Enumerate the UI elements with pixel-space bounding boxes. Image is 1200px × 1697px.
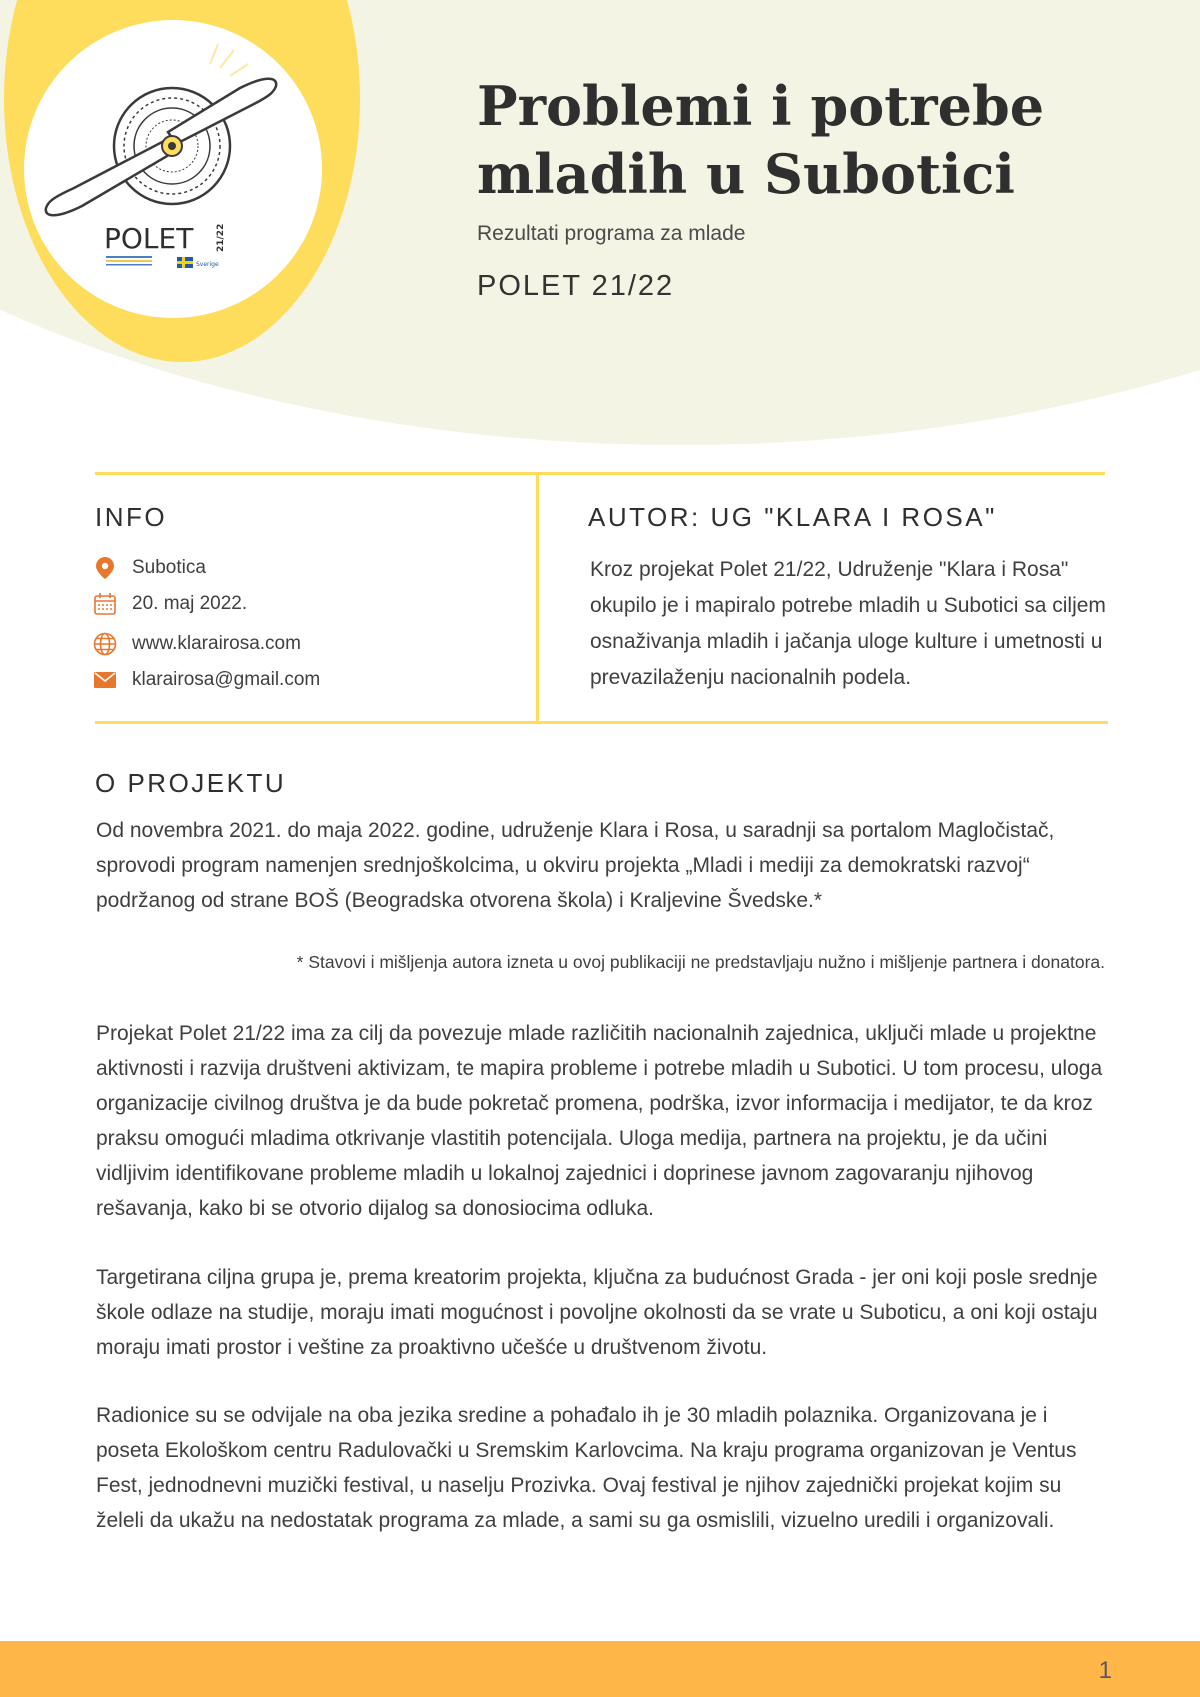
info-location-text: Subotica — [132, 557, 206, 578]
info-website[interactable] — [92, 631, 301, 657]
box-divider — [536, 472, 539, 724]
author-heading: AUTOR: UG "KLARA I ROSA" — [588, 502, 997, 532]
project-paragraph-2: Targetirana ciljna grupa je, prema kreatorim projekta, ključna za budućnost Grada - jer oni koji posle srednje škole odlaze na studije, moraju imati mogućnost i povoljne okolnosti da se vrate u Suboticu, a oni koji ostaju moraju imati prostor i veštine za proaktivno učešće u društvenom životu. — [96, 1266, 1098, 1359]
project-intro: Od novembra 2021. do maja 2022. godine, udruženje Klara i Rosa, u saradnji sa portalom Magločistač, sprovodi program namenjen srednjoškolcima, u okviru projekta „Mladi i mediji za demokratski razvoj“ podržanog od strane BOŠ (Beogradska otvorena škola) i Kraljevine Švedske.* — [96, 819, 1055, 912]
program-name: POLET 21/22 — [477, 270, 675, 302]
title-line-2: mladih u Subotici — [477, 142, 1015, 206]
disclaimer-note: * Stavovi i mišljenja autora izneta u ovoj publikaciji ne predstavljaju nužno i mišljenje partnera i donatora. — [296, 952, 1105, 972]
polet-logo — [24, 20, 322, 318]
info-location — [92, 555, 206, 581]
info-email-text[interactable]: klarairosa@gmail.com — [132, 669, 321, 690]
logo-partner-strip — [106, 256, 219, 268]
logo-partner-sverige: Sverige — [196, 261, 219, 268]
project-paragraph-3: Radionice su se odvijale na oba jezika sredine a pohađalo ih je 30 mladih polaznika. Organizovana je i poseta Ekološkom centru Radulovački u Sremskim Karlovcima. Na kraju programa organizovan je Ventus Fest, jednodnevni muzički festival, u naselju Prozivka. Ovaj festival je njihov zajednički projekat kojim su želeli da ukažu na nedostatak programa za mlade, a sami su ga osmislili, vizuelno uredili i organizovali. — [96, 1404, 1077, 1532]
project-heading: O PROJEKTU — [95, 768, 287, 798]
footer-bar — [0, 1641, 1200, 1697]
box-bottom-line — [95, 721, 1108, 724]
globe-icon — [92, 631, 118, 657]
info-website-text[interactable]: www.klarairosa.com — [132, 633, 301, 654]
logo-years: 21/22 — [216, 223, 226, 252]
box-top-line — [95, 472, 1105, 475]
page-title — [477, 72, 1157, 208]
info-email[interactable] — [92, 667, 320, 693]
title-line-1: Problemi i potrebe — [477, 74, 1045, 138]
subtitle: Rezultati programa za mlade — [477, 222, 746, 245]
info-date — [92, 591, 247, 617]
author-description: Kroz projekat Polet 21/22, Udruženje "Klara i Rosa" okupilo je i mapiralo potrebe mladih u Subotici sa ciljem osnaživanja mladih i jačanja uloge kulture i umetnosti u prevazilaženju nacionalnih podela. — [590, 558, 1106, 689]
logo-name: POLET — [104, 222, 194, 255]
location-pin-icon — [92, 555, 118, 581]
project-paragraph-1: Projekat Polet 21/22 ima za cilj da povezuje mlade različitih nacionalnih zajednica, uključi mlade u projektne aktivnosti i razvija društveni aktivizam, te mapira probleme i potrebe mladih u Subotici. U tom procesu, uloga organizacije civilnog društva je da bude pokretač promena, podrška, izvor informacija i medijator, te da kroz praksu omogući mladima otkrivanje vlastitih potencijala. Uloga medija, partnera na projektu, je da učini vidljivim identifikovane probleme mladih u lokalnoj zajednici i doprinese javnom zagovaranju njihovog rešavanja, kako bi se otvorio dijalog sa donosiocima odluka. — [96, 1022, 1103, 1220]
envelope-icon — [92, 667, 118, 693]
calendar-icon — [92, 591, 118, 617]
propeller-icon — [46, 79, 276, 216]
info-heading: INFO — [95, 502, 168, 532]
info-date-text: 20. maj 2022. — [132, 593, 248, 614]
page-number: 1 — [1098, 1657, 1112, 1684]
